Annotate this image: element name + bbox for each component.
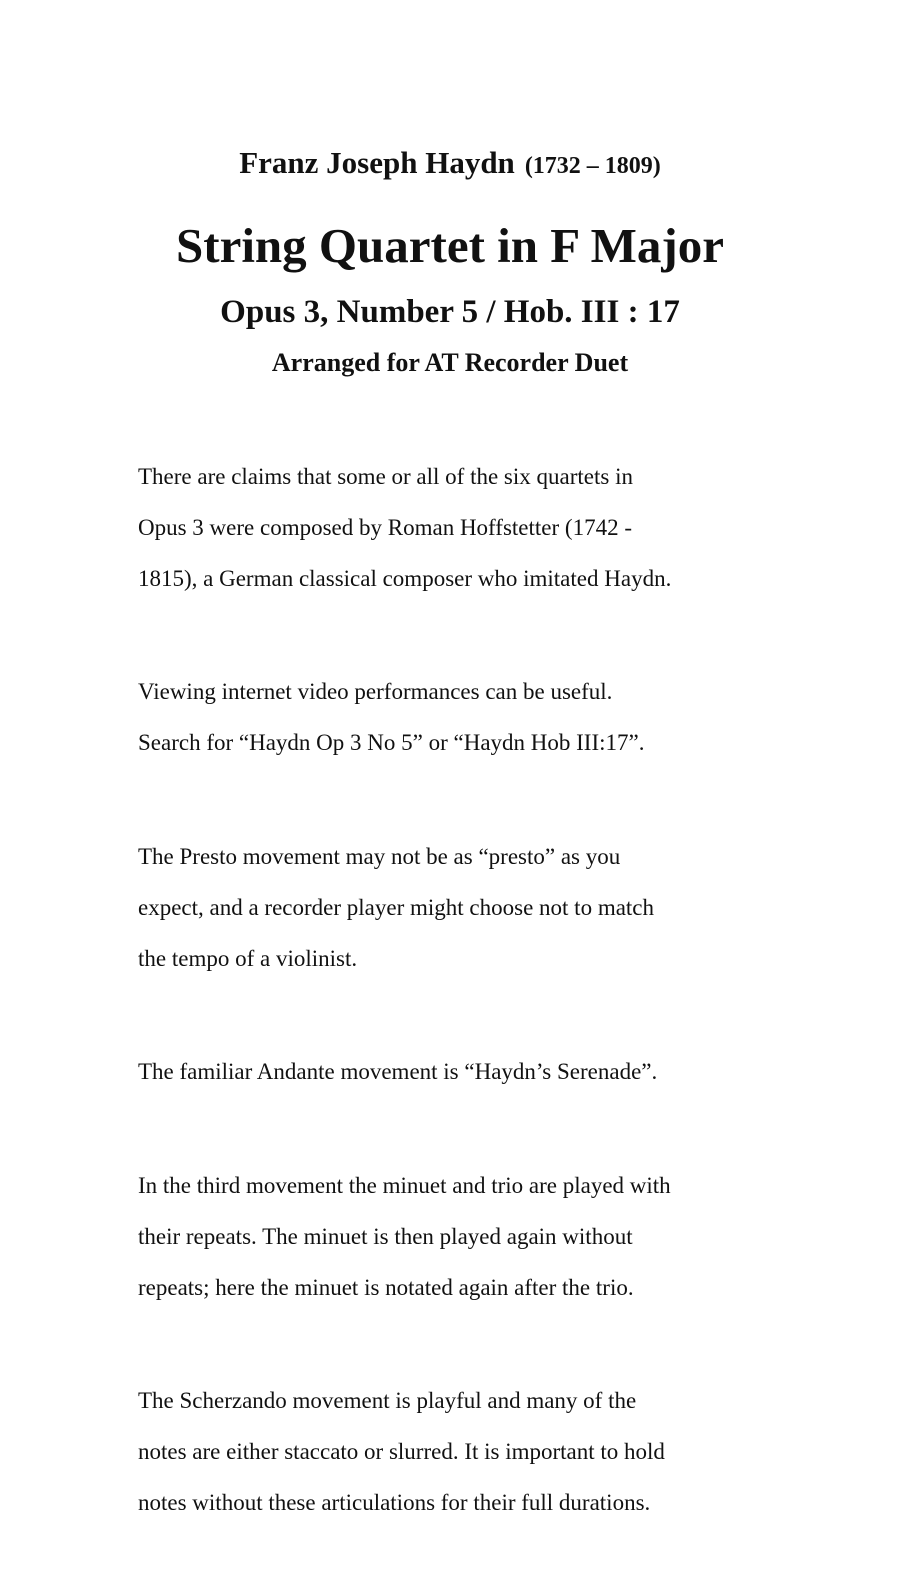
opus-subtitle: Opus 3, Number 5 / Hob. III : 17 xyxy=(220,294,680,330)
note-paragraph-minuet xyxy=(138,1147,788,1326)
note-line: their repeats. The minuet is then played again without xyxy=(138,1223,633,1249)
note-paragraph-scherzando xyxy=(138,1363,788,1542)
note-paragraph-andante xyxy=(138,1034,788,1111)
note-line: expect, and a recorder player might choose not to match xyxy=(138,894,655,920)
composer-heading xyxy=(0,143,900,186)
notes-section xyxy=(138,438,788,1578)
composer-dates: (1732 – 1809) xyxy=(524,153,661,179)
note-line: The Presto movement may not be as “presto” as you xyxy=(138,843,621,869)
note-paragraph-authorship xyxy=(138,438,788,617)
note-line: The Scherzando movement is playful and many of the xyxy=(138,1388,637,1413)
note-line: In the third movement the minuet and trio are played with xyxy=(138,1172,671,1198)
note-line: Opus 3 were composed by Roman Hoffstetter (1742 - xyxy=(138,514,632,540)
note-line: repeats; here the minuet is notated again after the trio. xyxy=(138,1274,634,1300)
note-paragraph-video xyxy=(138,654,788,782)
composer-name: Franz Joseph Haydn xyxy=(239,145,515,180)
page-title: String Quartet in F Major xyxy=(176,218,724,273)
note-line: 1815), a German classical composer who imitated Haydn. xyxy=(138,565,672,591)
note-line: notes without these articulations for their full durations. xyxy=(138,1490,651,1515)
arrangement-subtitle: Arranged for AT Recorder Duet xyxy=(271,348,629,377)
note-line: the tempo of a violinist. xyxy=(138,945,358,971)
note-line: Viewing internet video performances can be useful. xyxy=(138,679,613,704)
note-line: There are claims that some or all of the six quartets in xyxy=(138,463,633,489)
note-line: The familiar Andante movement is “Haydn’s Serenade”. xyxy=(138,1059,658,1084)
note-line: notes are either staccato or slurred. It is important to hold xyxy=(138,1439,665,1464)
note-line: Search for “Haydn Op 3 No 5” or “Haydn Hob III:17”. xyxy=(138,730,645,755)
note-paragraph-presto xyxy=(138,818,788,997)
